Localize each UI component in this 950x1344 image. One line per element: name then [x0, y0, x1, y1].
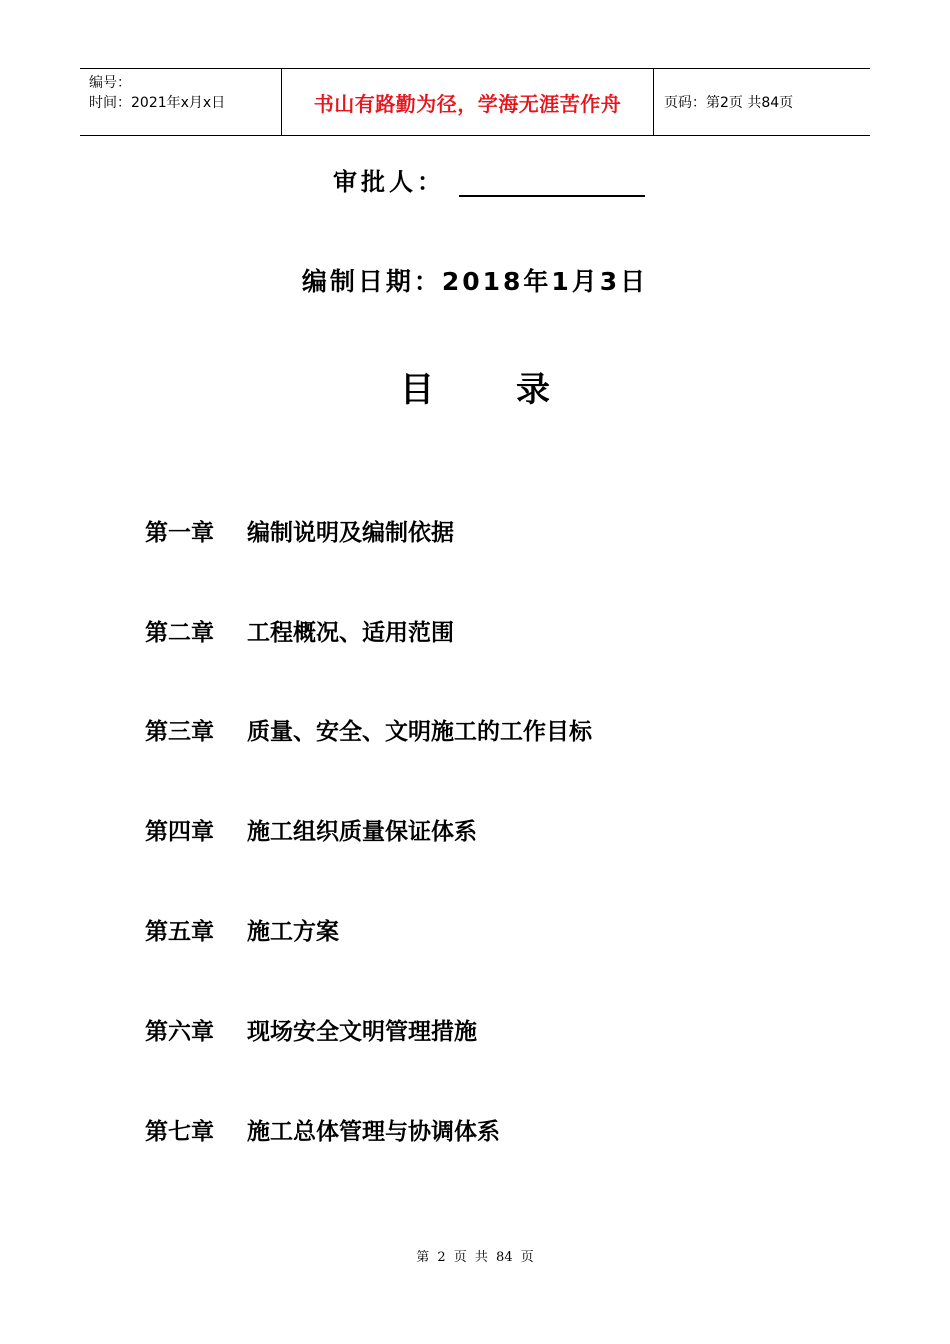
document-time-label: 时间：2021年x月x日	[89, 95, 226, 111]
toc-chapter-title: 施工组织质量保证体系	[247, 819, 477, 845]
toc-chapter-title: 编制说明及编制依据	[247, 520, 454, 546]
page-footer: 第 2 页 共 84 页	[416, 1250, 534, 1265]
header-motto-cell	[282, 69, 654, 135]
header-motto: 书山有路勤为径，学海无涯苦作舟	[313, 91, 622, 116]
toc-item[interactable]	[145, 1013, 477, 1046]
document-number-label: 编号：	[89, 75, 131, 91]
toc-chapter-number: 第六章	[145, 1019, 214, 1045]
toc-chapter-number: 第一章	[145, 520, 214, 546]
toc-chapter-title: 现场安全文明管理措施	[247, 1019, 477, 1045]
approver-signature-blank	[459, 167, 645, 197]
toc-item[interactable]	[145, 913, 339, 946]
compile-date: 编制日期：2018年1月3日	[301, 267, 649, 296]
toc-item[interactable]	[145, 614, 454, 647]
toc-chapter-number: 第二章	[145, 620, 214, 646]
toc-chapter-number: 第四章	[145, 819, 214, 845]
header-meta	[80, 69, 282, 135]
toc-item[interactable]	[145, 1113, 500, 1146]
toc-chapter-title: 施工方案	[247, 919, 339, 945]
header-page-info: 页码：第2页 共84页	[664, 95, 794, 111]
toc-chapter-title: 施工总体管理与协调体系	[247, 1119, 500, 1145]
toc-title: 目录	[400, 370, 632, 410]
toc-chapter-number: 第七章	[145, 1119, 214, 1145]
toc-chapter-title: 质量、安全、文明施工的工作目标	[247, 719, 592, 745]
toc-item[interactable]	[145, 713, 592, 746]
toc-chapter-title: 工程概况、适用范围	[247, 620, 454, 646]
document-header	[80, 68, 870, 136]
approver-line	[333, 162, 645, 197]
approver-label: 审批人：	[333, 168, 445, 196]
toc-chapter-number: 第三章	[145, 719, 214, 745]
toc-chapter-number: 第五章	[145, 919, 214, 945]
header-page-info-cell	[654, 69, 870, 135]
toc-item[interactable]	[145, 813, 477, 846]
toc-item[interactable]	[145, 514, 454, 547]
